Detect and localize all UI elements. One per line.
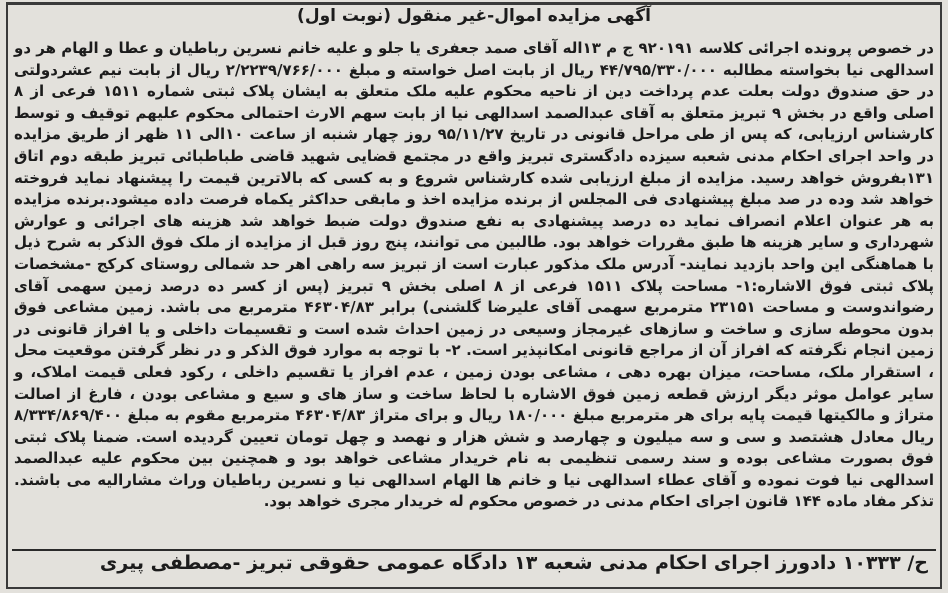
notice-title: آگهی مزایده اموال-غیر منقول (نوبت اول) [297,6,651,26]
signature-divider [12,549,936,551]
notice-body: در خصوص پرونده اجرائی کلاسه ۹۲۰۱۹۱ ج م ۱۳اله آقای صمد جعفری یا جلو و علیه خانم نسرین رباطیان و عطا و الهام هر دو اسدالهی نیا بخواسته مطالبه ۴۴/۷۹۵/۳۳۰/۰۰۰ ریال از بابت اصل خواسته و مبلغ ۲/۲۲۳۹/۷۶۶/۰۰۰ ریال از بابت نیم عشردولتی در حق صندوق دولت بعلت عدم پرداخت دین از ناحیه محکوم علیه ملک متعلق به ایشان پلاک ثبتی شماره ۱۵۱۱ فرعی از ۸ اصلی واقع در بخش ۹ تبریز متعلق به آقای عبدالصمد اسدالهی نیا از بابت سهم الارث احتمالی محکوم علیهم توقیف و توسط کارشناس ارزیابی، که پس از طی مراحل قانونی در تاریخ ۹۵/۱۱/۲۷ روز چهار شنبه از ساعت ۱۰الی ۱۱ ظهر از طریق مزایده در واحد اجرای احکام مدنی شعبه سیزده دادگستری تبریز واقع در مجتمع قضایی شهید قاضی طباطبائی تبریز طبقه دوم اتاق ۱۳۱بفروش خواهد رسید. مزایده از مبلغ ارزیابی شده کارشناس شروع و به کسی که بالاترین قیمت را پیشنهاد نماید فروخته خواهد شد وده در صد مبلغ پیشنهادی فی المجلس از برنده مزایده اخذ و مابقی حداکثر یکماه فرصت داده میشود.برنده مزایده به هر عنوان اعلام انصراف نماید ده درصد پیشنهادی به نفع صندوق دولت ضبط خواهد شد هزینه های اجرائی و عوارش شهرداری و سایر هزینه ها طبق مقررات خواهد بود. طالبین می توانند، پنج روز قبل از مزایده از ملک فوق الذکر به شرح ذیل با هماهنگی این واحد بازدید نمایند- آدرس ملک مذکور عبارت است از تبریز سه راهی اهر حد شمالی روستای کرکج -مشخصات پلاک ثبتی فوق الاشاره:۱- مساحت پلاک ۱۵۱۱ فرعی از ۸ اصلی بخش ۹ تبریز (پس از کسر ده درصد زمین سهمی آقای رضواندوست و مساحت ۲۳۱۵۱ مترمربع سهمی آقای علیرضا گلشنی) برابر ۴۶۳۰۴/۸۳ مترمربع می باشد. زمین مشاعی فوق بدون محوطه سازی و ساخت و سازهای غیرمجاز وسیعی در زمین احداث شده است و تقسیمات داخلی و یا افراز قانونی در زمین انجام نگرفته که افراز آن از مراجع قانونی امکانپذیر است. ۲- با توجه به موارد فوق الذکر و در نظر گرفتن موقعیت محل ، استقرار ملک، مساحت، میزان بهره دهی ، مشاعی بودن زمین ، عدم افراز یا تقسیم داخلی ، رکود فعلی قیمت املاک، و سایر عوامل موثر دیگر ارزش قطعه زمین فوق الاشاره با لحاظ ساخت و ساز های و سیع و مشاعی بودن ، فارغ از اصالت متراژ و مالکیتها قیمت پایه برای هر مترمربع مبلغ ۱۸۰/۰۰۰ ریال و برای متراژ ۴۶۳۰۴/۸۳ مترمربع مقوم به مبلغ ۸/۳۳۴/۸۶۹/۴۰۰ ریال معادل هشتصد و سی و سه میلیون و چهارصد و شش هزار و نهصد و چهل تومان تعیین گردیده است. ضمنا پلاک ثبتی فوق بصورت مشاعی بوده و سند رسمی تنظیمی به نام خریدار مشاعی خواهد بود و همچنین بین محکوم علیه عبدالصمد اسدالهی نیا فوت نموده و آقای عطاء اسدالهی نیا و خانم ها الهام اسدالهی نیا و نسرین رباطیان وراث مشارالیه می باشند. تذکر مفاد ماده ۱۴۴ قانون اجرای احکام مدنی در خصوص محکوم له خریدار مجری خواهد بود. [14,39,935,511]
notice-signature: ح/ ۱۰۳۳۳ دادورز اجرای احکام مدنی شعبه ۱۳ دادگاه عمومی حقوقی تبریز -مصطفی پیری [99,552,928,574]
